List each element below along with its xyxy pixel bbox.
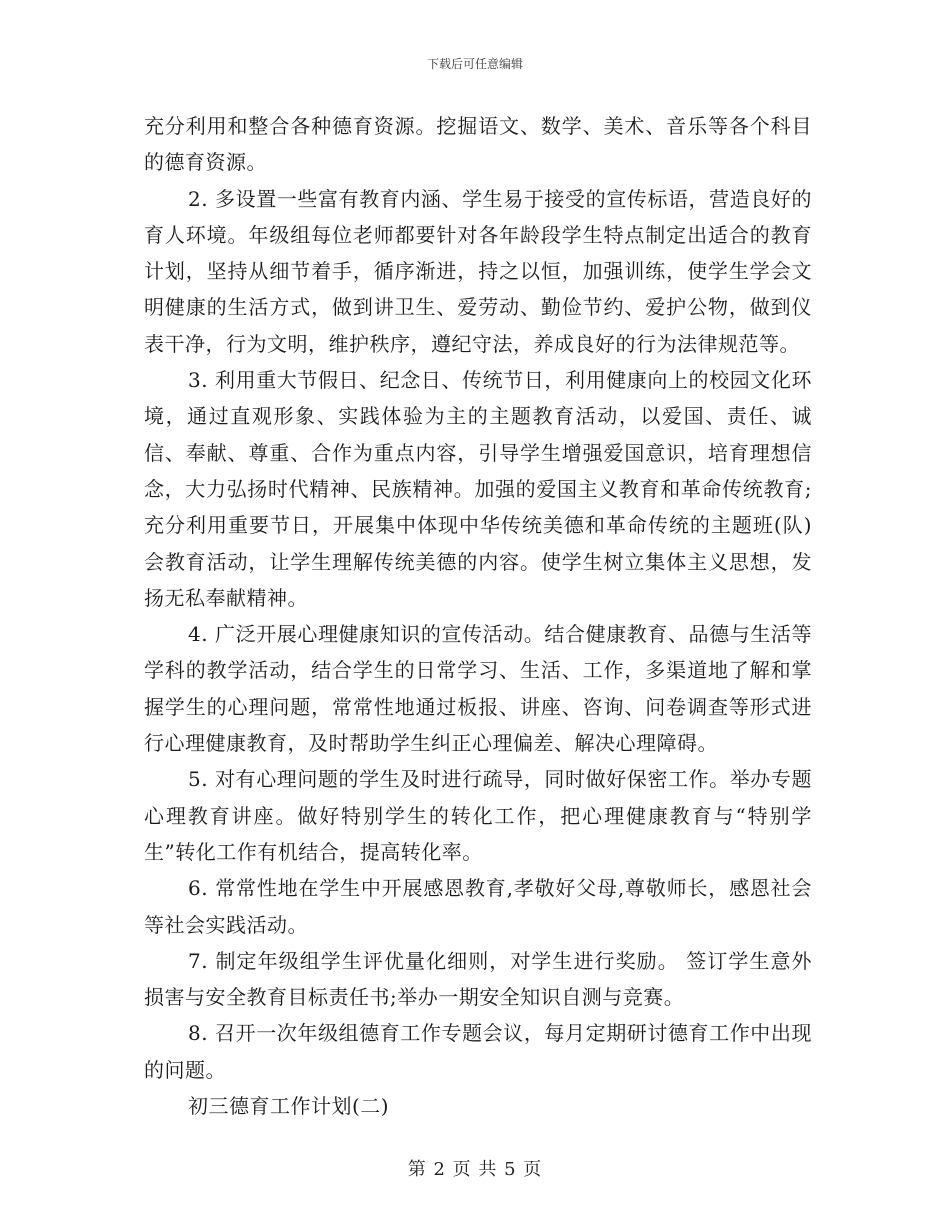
paragraph: 4. 广泛开展心理健康知识的宣传活动。结合健康教育、品德与生活等学科的教学活动，结合学生的日常学习、生活、工作，多渠道地了解和掌握学生的心理问题，常常性地通过板报、讲座、咨询、问卷调查等形式进行心理健康教育，及时帮助学生纠正心理偏差、解决心理障碍。 bbox=[144, 622, 812, 756]
paragraph: 充分利用和整合各种德育资源。挖掘语文、数学、美术、音乐等各个科目的德育资源。 bbox=[144, 114, 812, 175]
document-body bbox=[144, 108, 812, 1124]
page-number-footer: 第 2 页 共 5 页 bbox=[407, 1159, 543, 1180]
page-header: 下载后可任意编辑 bbox=[426, 57, 523, 71]
paragraph: 7. 制定年级组学生评优量化细则，对学生进行奖励。 签订学生意外损害与安全教育目标责任书;举办一期安全知识自测与竞赛。 bbox=[144, 948, 812, 1010]
paragraph: 5. 对有心理问题的学生及时进行疏导，同时做好保密工作。举办专题心理教育讲座。做好特别学生的转化工作，把心理健康教育与“特别学生”转化工作有机结合，提高转化率。 bbox=[144, 767, 812, 864]
paragraph: 2. 多设置一些富有教育内涵、学生易于接受的宣传标语，营造良好的育人环境。年级组每位老师都要针对各年龄段学生特点制定出适合的教育计划，坚持从细节着手，循序渐进，持之以恒，加强训练，使学生学会文明健康的生活方式，做到讲卫生、爱劳动、勤俭节约、爱护公物，做到仪表干净，行为文明，维护秩序，遵纪守法，养成良好的行为法律规范等。 bbox=[144, 186, 812, 356]
paragraph: 8. 召开一次年级组德育工作专题会议，每月定期研讨德育工作中出现的问题。 bbox=[144, 1021, 812, 1082]
section-heading: 初三德育工作计划(二) bbox=[188, 1094, 390, 1119]
paragraph: 6. 常常性地在学生中开展感恩教育,孝敬好父母,尊敬师长，感恩社会等社会实践活动。 bbox=[144, 876, 812, 937]
paragraph: 3. 利用重大节假日、纪念日、传统节日，利用健康向上的校园文化环境，通过直观形象、实践体验为主的主题教育活动，以爱国、责任、诚信、奉献、尊重、合作为重点内容，引导学生增强爱国意识，培育理想信念，大力弘扬时代精神、民族精神。加强的爱国主义教育和革命传统教育;充分利用重要节日，开展集中体现中华传统美德和革命传统的主题班(队)会教育活动，让学生理解传统美德的内容。使学生树立集体主义思想，发扬无私奉献精神。 bbox=[144, 368, 812, 610]
